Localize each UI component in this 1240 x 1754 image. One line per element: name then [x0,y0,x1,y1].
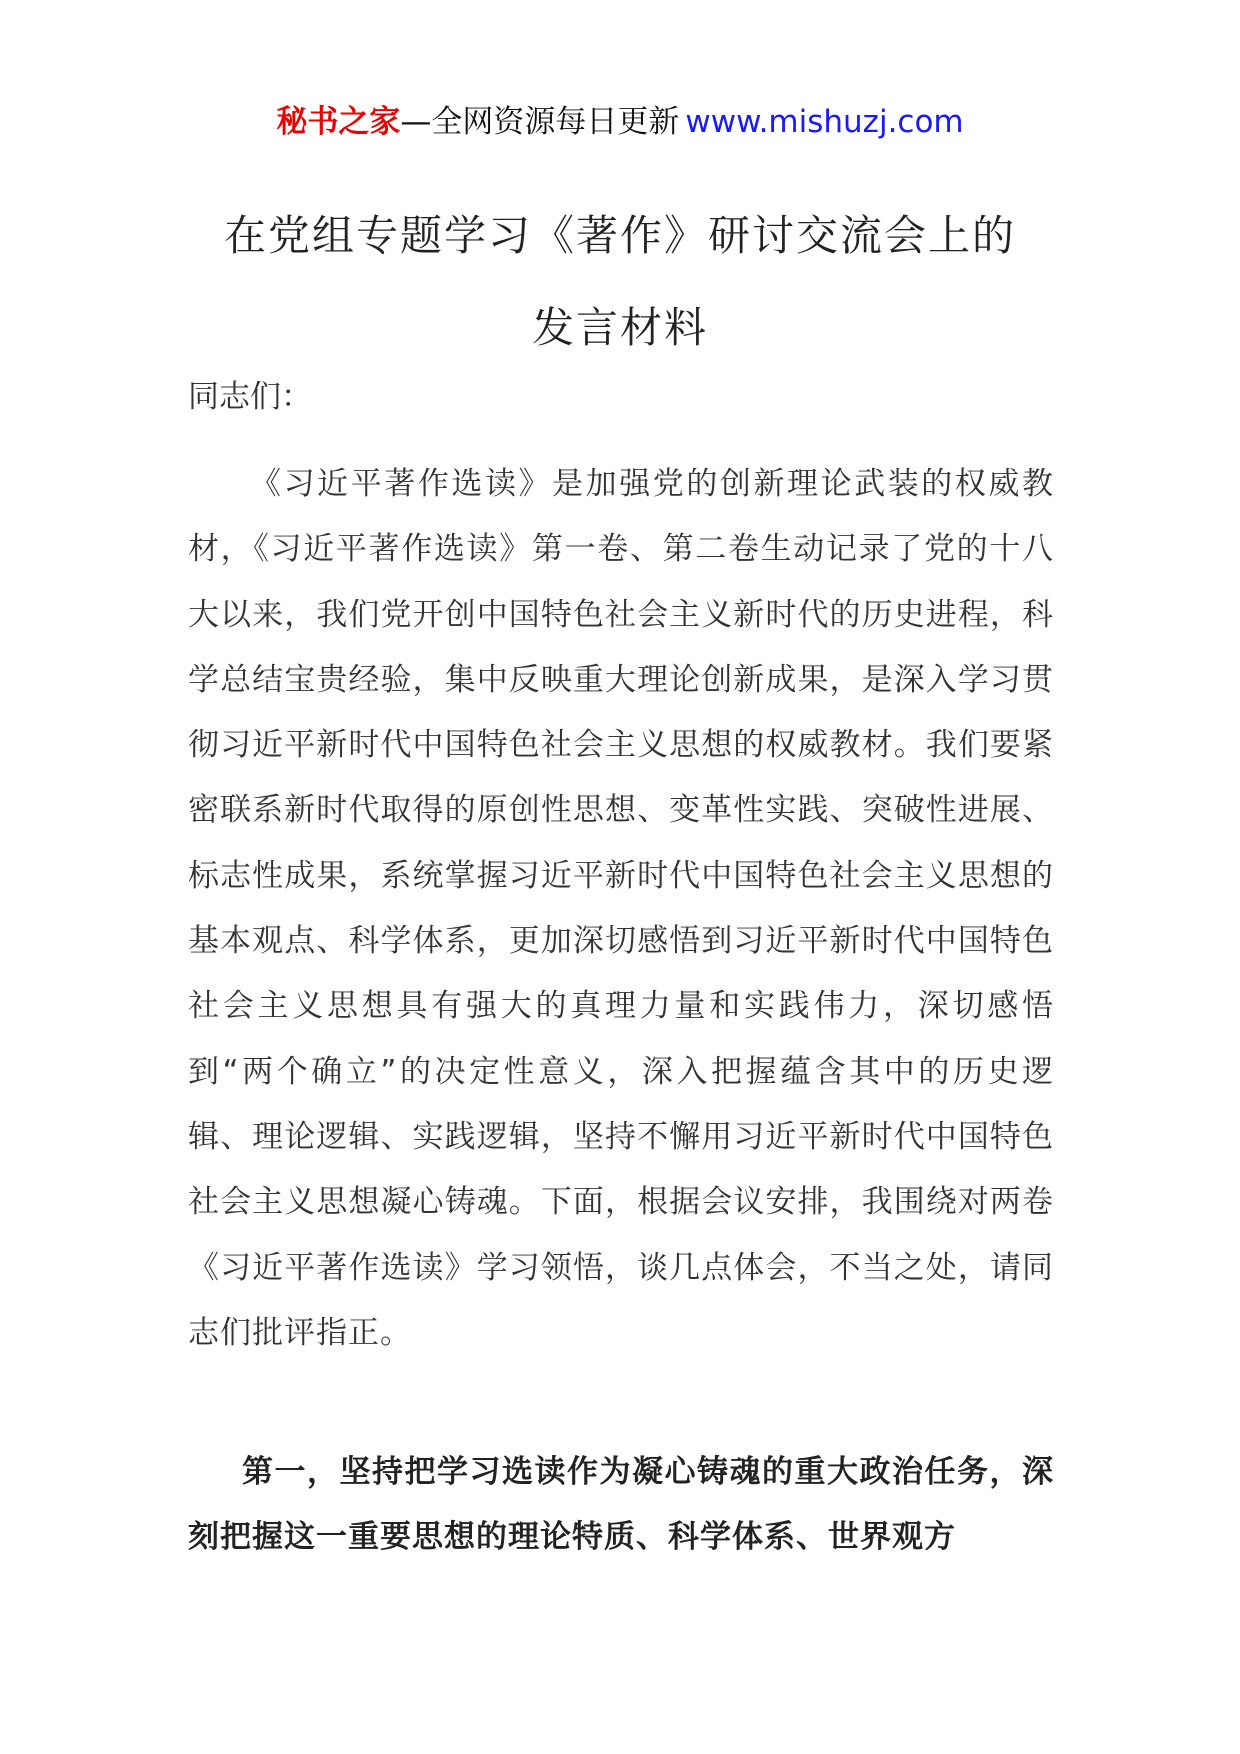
site-brand: 秘书之家 [276,104,401,140]
site-header [0,100,1240,144]
site-url-link[interactable]: www.mishuzj.com [685,104,964,140]
title-line-2: 发言材料 [531,303,708,352]
section-heading: 第一，坚持把学习选读作为凝心铸魂的重大政治任务，深刻把握这一重要思想的理论特质、科学体系、世界观方 [188,1454,1054,1555]
body-paragraph: 《习近平著作选读》是加强党的创新理论武装的权威教材，《习近平著作选读》第一卷、第二卷生动记录了党的十八大以来，我们党开创中国特色社会主义新时代的历史进程，科学总结宝贵经验，集中反映重大理论创新成果，是深入学习贯彻习近平新时代中国特色社会主义思想的权威教材。我们要紧密联系新时代取得的原创性思想、变革性实践、突破性进展、标志性成果，系统掌握习近平新时代中国特色社会主义思想的基本观点、科学体系，更加深切感悟到习近平新时代中国特色社会主义思想具有强大的真理力量和实践伟力，深切感悟到“两个确立”的决定性意义，深入把握蕴含其中的历史逻辑、理论逻辑、实践逻辑，坚持不懈用习近平新时代中国特色社会主义思想凝心铸魂。下面，根据会议安排，我围绕对两卷《习近平著作选读》学习领悟，谈几点体会，不当之处，请同志们批评指正。 [188,466,1054,1351]
document-title [160,190,1080,374]
title-line-1: 在党组专题学习《著作》研讨交流会上的 [223,211,1016,260]
salutation: 同志们： [188,379,312,415]
site-tagline: —全网资源每日更新 [400,104,680,140]
